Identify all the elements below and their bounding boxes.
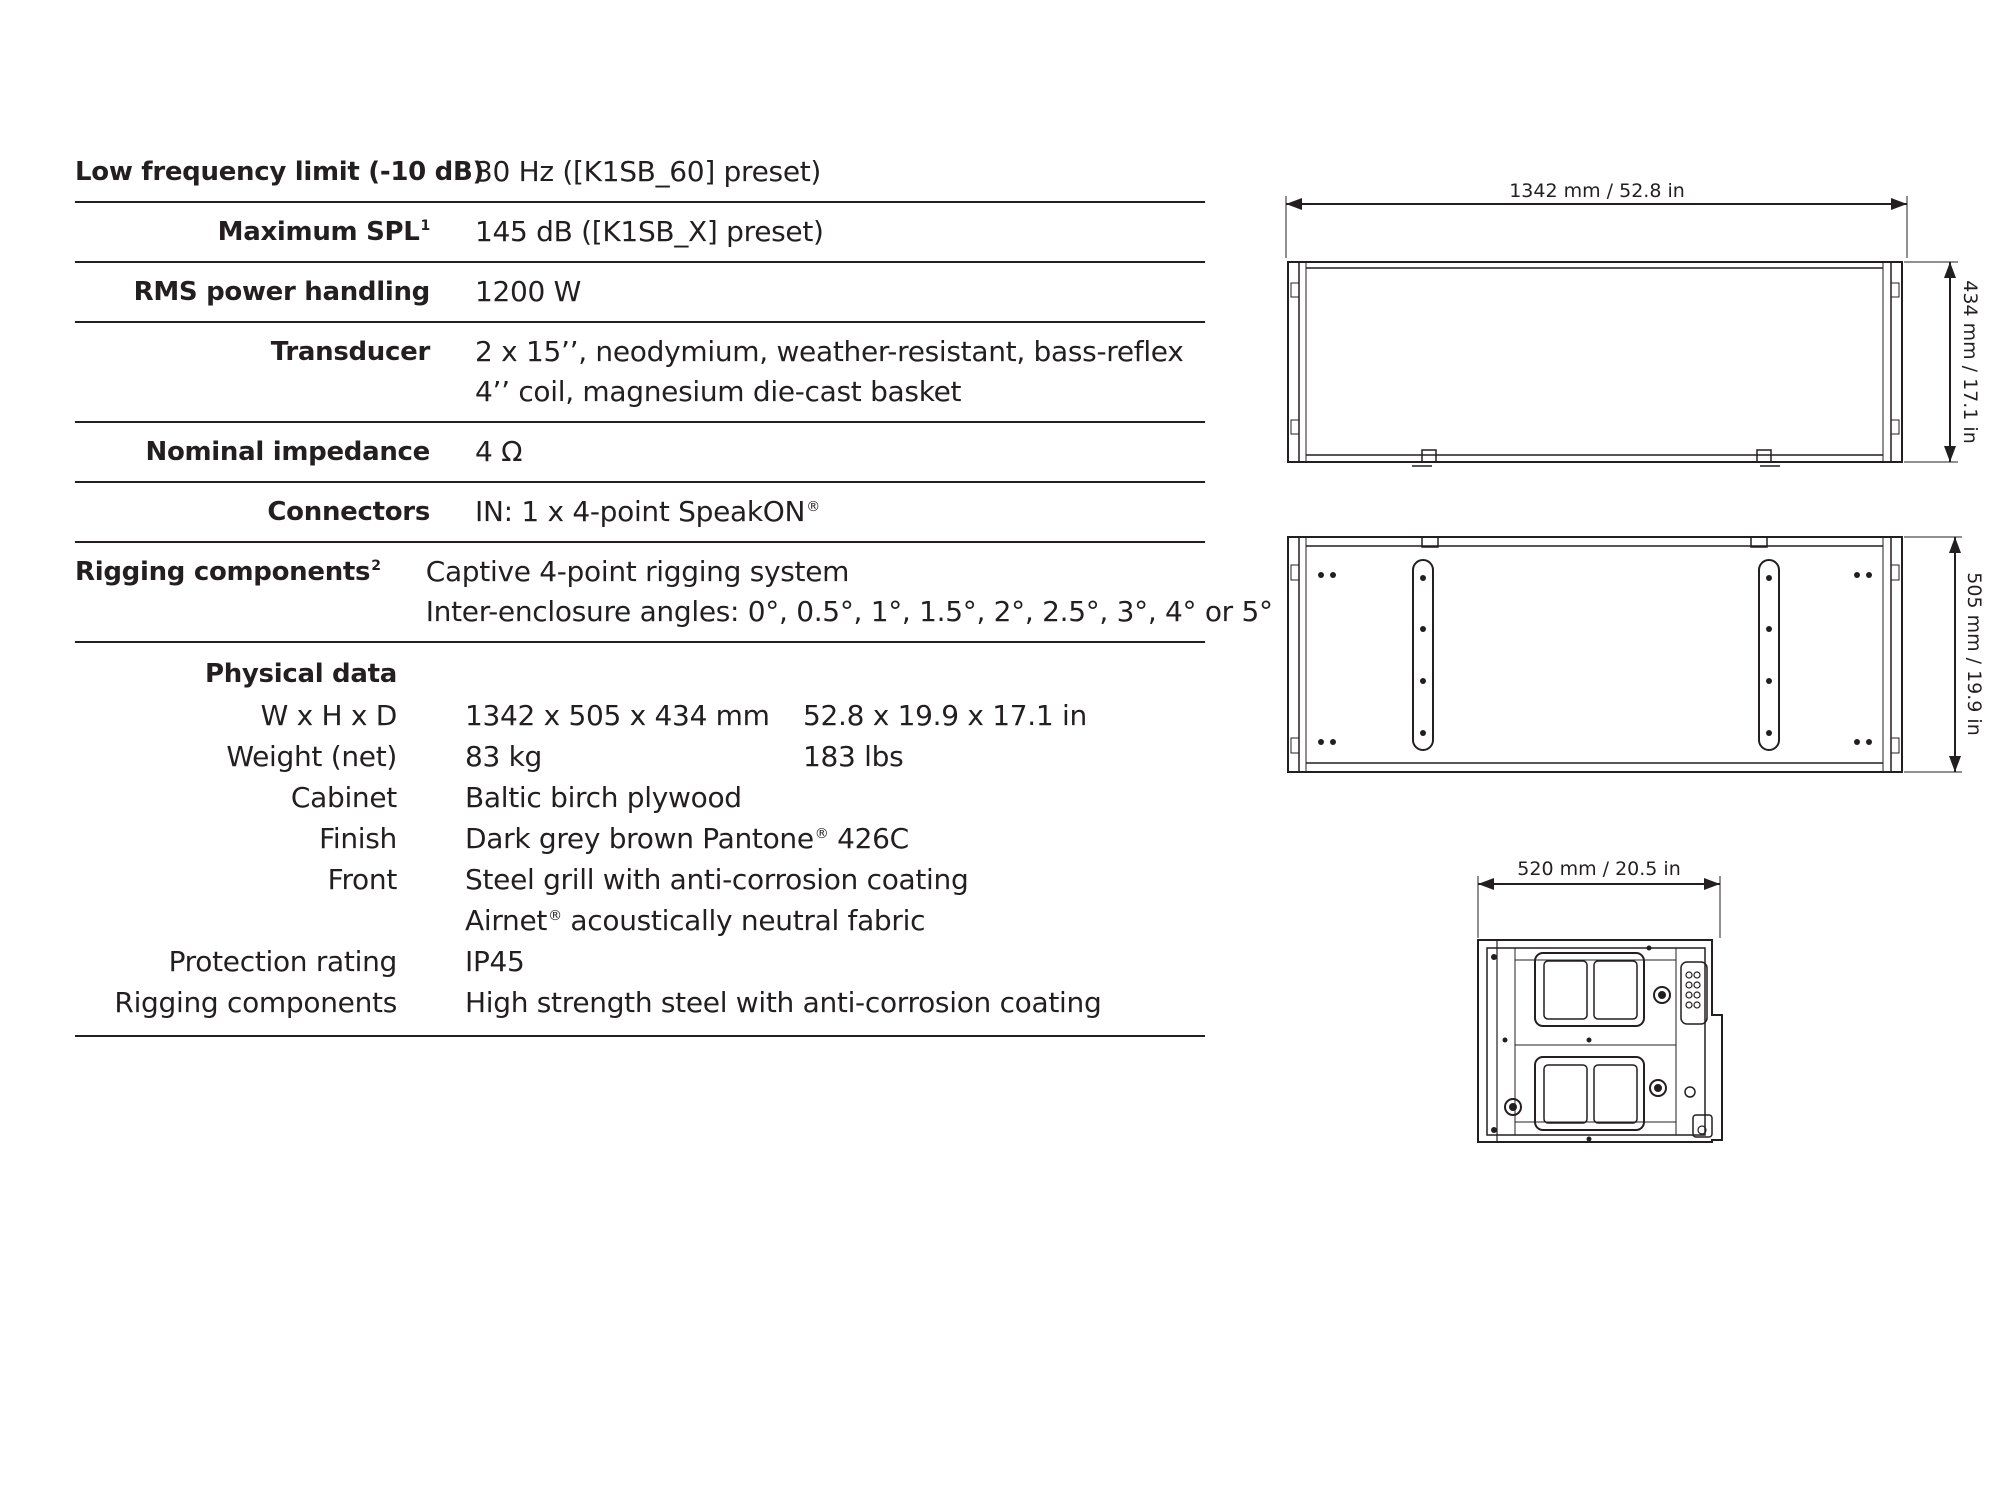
rigging-bar [1759,560,1779,750]
arrow-left-icon [1286,198,1302,210]
spec-value: 4 Ω [475,435,523,468]
arrow-down-icon [1944,446,1956,462]
spec-label: Transducer [270,337,430,367]
phys-row-dimensions: W x H x D 1342 x 505 x 434 mm 52.8 x 19.9 x 17.1 in [260,699,1087,732]
rigging-bar [1413,560,1433,750]
spec-label: RMS power handling [133,277,430,307]
top-view-drawing [1286,180,1981,466]
spec-label: Maximum SPL$^1$ [217,217,430,247]
footnote-marker: 1 [420,218,430,234]
spec-value: 145 dB ([K1SB_X] preset) [475,215,824,248]
arrow-down-icon [1949,756,1961,772]
arrow-right-icon [1891,198,1907,210]
arrow-right-icon [1704,878,1720,890]
spec-label: Nominal impedance [145,437,430,467]
spec-value: Captive 4-point rigging system Inter-enclosure angles: 0°, 0.5°, 1°, 1.5°, 2°, 2.5°, 3°, 4° or 5° [425,555,1273,628]
side-view-drawing [1478,858,1722,1142]
physical-data-heading: Physical data [204,659,397,689]
phys-row-rigging: Rigging components High strength steel with anti-corrosion coating [114,986,1102,1019]
spec-label: Connectors [267,497,430,527]
arrow-left-icon [1478,878,1494,890]
connector-panel [1681,962,1707,1024]
spec-label: Low frequency limit (-10 dB) [75,157,485,187]
spec-value: 30 Hz ([K1SB_60] preset) [475,155,822,188]
spec-value: 1200 W [475,275,582,308]
top-depth-label: 434 mm / 17.1 in [1959,280,1981,444]
front-height-label: 505 mm / 19.9 in [1963,572,1985,736]
side-width-label: 520 mm / 20.5 in [1517,858,1681,880]
arrow-up-icon [1944,262,1956,278]
phys-row-finish: Finish Dark grey brown Pantone® 426C [319,822,909,855]
front-view-outline [1288,537,1902,772]
phys-row-front: Front Steel grill with anti-corrosion coating [327,863,969,896]
phys-row-protection: Protection rating IP45 [168,945,525,978]
top-width-label: 1342 mm / 52.8 in [1509,180,1685,202]
footnote-marker: 2 [371,558,381,574]
spec-value: IN: 1 x 4-point SpeakON® [475,495,820,528]
phys-row-cabinet: Cabinet Baltic birch plywood [290,781,742,814]
phys-row-front-fabric: Airnet® acoustically neutral fabric [465,904,926,937]
spec-label: Rigging components$^2$ [75,557,381,587]
front-view-drawing [1288,537,1985,772]
arrow-up-icon [1949,537,1961,553]
phys-row-weight: Weight (net) 83 kg 183 lbs [226,740,904,773]
top-view-outline [1288,262,1902,462]
spec-value: 2 x 15’’, neodymium, weather-resistant, bass-reflex 4’’ coil, magnesium die-cast basket [475,335,1184,408]
